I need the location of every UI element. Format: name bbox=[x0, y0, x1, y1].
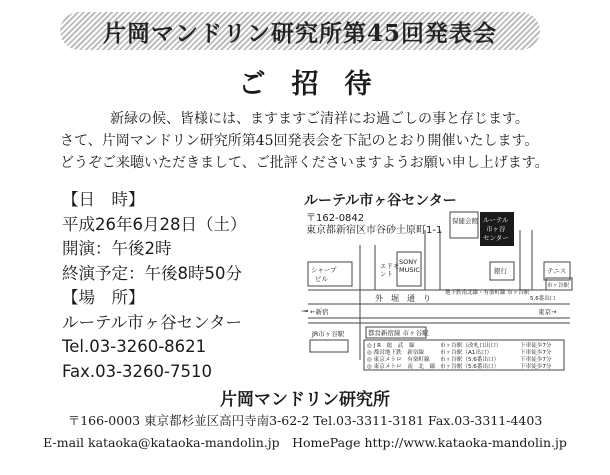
map-label-tennis: テニス bbox=[547, 267, 567, 275]
map-label-sony-1: SONY bbox=[399, 258, 418, 266]
map-legend-walk-4: 下車徒歩7分 bbox=[520, 364, 552, 370]
where-heading: 【場 所】 bbox=[62, 288, 145, 307]
event-title: 片岡マンドリン研究所第45回発表会 bbox=[102, 19, 497, 47]
venue-name: ルーテル市ヶ谷センター bbox=[62, 312, 243, 332]
map-label-sony-2: MUSIC bbox=[399, 266, 420, 274]
map-legend-line-3: ◎ 東京メトロ 有楽町線 bbox=[367, 357, 430, 363]
map-legend-walk-3: 下車徒歩7分 bbox=[520, 357, 552, 363]
title-banner bbox=[60, 12, 540, 50]
map-label-building-1: シャープ bbox=[311, 266, 337, 274]
map-label-edmont-2: ント bbox=[380, 270, 393, 278]
map-zip: 〒162-0842 bbox=[306, 213, 365, 224]
when-heading: 【日 時】 bbox=[62, 190, 145, 209]
map-label-exit: 市ヶ谷駅 bbox=[547, 283, 570, 289]
map-title: ルーテル市ヶ谷センター bbox=[304, 193, 457, 209]
map-label-edmont-1: エドモ bbox=[380, 262, 400, 270]
start-time: 開演：午後2時 bbox=[62, 239, 172, 258]
map-label-to-shinjuku: ←新宿 bbox=[310, 308, 329, 316]
map-legend-exit-4: 市ヶ谷駅（5.6番出口） bbox=[440, 364, 500, 370]
venue-map bbox=[300, 190, 590, 372]
map-label-to-tokyo: 東京→ bbox=[538, 308, 557, 316]
map-label-bank: 銀行 bbox=[494, 267, 507, 275]
venue-fax: Fax.03-3260-7510 bbox=[62, 361, 212, 381]
map-legend-walk-2: 下車徒歩7分 bbox=[520, 350, 552, 356]
organization-contact: E-mail kataoka@kataoka-mandolin.jp HomePage http://www.kataoka-mandolin.jp bbox=[43, 435, 567, 450]
greeting-line-2: さて、片岡マンドリン研究所第45回発表会を下記のとおり開催いたします。 bbox=[60, 133, 539, 149]
map-label-building-2: ビル bbox=[315, 275, 328, 283]
greeting-line-3: どうぞご来聴いただきまして、ご批評くださいますようお願い申し上げます。 bbox=[60, 155, 549, 171]
map-label-exit-b: 5,6番出口 bbox=[530, 296, 556, 302]
map-label-jr-station: JR市ヶ谷駅 bbox=[312, 330, 345, 338]
organization-name: 片岡マンドリン研究所 bbox=[220, 390, 390, 410]
greeting-line-1: 新緑の候、皆様には、ますますご清祥にお過ごしの事と存じます。 bbox=[110, 111, 529, 127]
map-label-hotel: 保健会館 bbox=[452, 217, 478, 225]
map-legend-exit-3: 市ヶ谷駅（5.6番出口） bbox=[440, 357, 500, 363]
map-label-venue-1: ルーテル bbox=[483, 216, 509, 224]
map-label-road: 外 堀 通 り bbox=[375, 294, 431, 303]
map-legend-line-2: ◎ 都営地下鉄 新宿線 bbox=[367, 350, 425, 356]
map-legend-line-4: ◎ 東京メトロ 南 北 線 bbox=[367, 364, 436, 370]
map-drawing bbox=[300, 190, 590, 372]
invitation-heading: ご招待 bbox=[238, 69, 398, 100]
map-legend-exit-2: 市ヶ谷駅（A1出口） bbox=[440, 350, 493, 356]
map-legend-walk-1: 下車徒歩7分 bbox=[520, 343, 552, 349]
venue-tel: Tel.03-3260-8621 bbox=[62, 337, 207, 356]
map-label-venue-3: センター bbox=[483, 234, 509, 242]
map-label-venue-2: 市ヶ谷 bbox=[486, 225, 506, 233]
map-legend-line-1: ◎ J R 総 武 線 bbox=[367, 343, 415, 349]
event-details bbox=[62, 188, 247, 384]
map-legend-exit-1: 市ヶ谷駅（改札口出口） bbox=[440, 343, 502, 349]
organization-address: 〒166-0003 東京都杉並区高円寺南3-62-2 Tel.03-3311-3181 Fax.03-3311-4403 bbox=[67, 413, 543, 428]
map-label-subway-station: 都営新宿線 市ヶ谷駅 bbox=[368, 329, 429, 337]
map-label-underground: 地下鉄南北線・有楽町線 市ヶ谷駅 bbox=[445, 290, 530, 296]
event-date: 平成26年6月28日（土） bbox=[62, 214, 247, 234]
end-time: 終演予定：午後8時50分 bbox=[62, 263, 242, 283]
greeting-text bbox=[60, 108, 590, 174]
map-address: 東京都新宿区市谷砂土原町1-1 bbox=[306, 225, 443, 236]
